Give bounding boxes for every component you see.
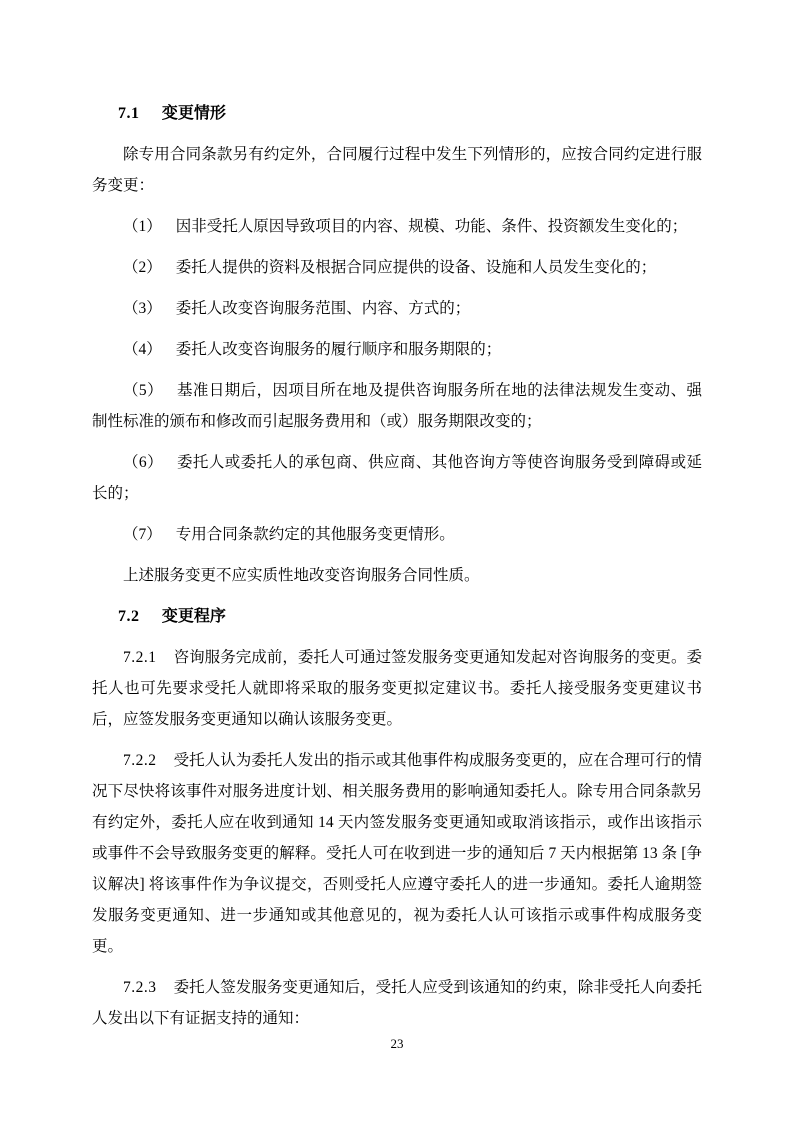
list-item-7-marker: （7）: [123, 526, 162, 543]
section-7-1-title: 变更情形: [161, 105, 226, 122]
list-item-5-marker: （5）: [123, 382, 164, 399]
list-item-3-marker: （3）: [123, 300, 162, 317]
clause-7-2-1: [92, 642, 702, 735]
list-item-1: [92, 211, 702, 242]
list-item-5-text: 基准日期后，因项目所在地及提供咨询服务所在地的法律法规发生变动、强制性标准的颁布和修改而引起服务费用和（或）服务期限改变的；: [92, 382, 702, 430]
list-item-7: [92, 519, 702, 550]
list-item-7-text: 专用合同条款约定的其他服务变更情形。: [175, 526, 455, 543]
clause-7-2-1-number: 7.2.1: [123, 649, 157, 666]
clause-7-2-3-text: 委托人签发服务变更通知后，受托人应受到该通知的约束，除非受托人向委托人发出以下有证据支持的通知：: [92, 979, 702, 1027]
section-7-2-heading: [92, 601, 702, 632]
list-item-6-text: 委托人或委托人的承包商、供应商、其他咨询方等使咨询服务受到障碍或延长的；: [92, 454, 702, 502]
list-item-2: [92, 252, 702, 283]
section-7-2-number: 7.2: [118, 608, 140, 625]
clause-7-2-2: [92, 745, 702, 962]
list-item-4-marker: （4）: [123, 341, 162, 358]
section-7-1-intro-paragraph: 除专用合同条款另有约定外，合同履行过程中发生下列情形的，应按合同约定进行服务变更：: [92, 146, 702, 194]
list-item-6-marker: （6）: [123, 454, 164, 471]
list-item-3: [92, 293, 702, 324]
list-item-4-text: 委托人改变咨询服务的履行顺序和服务期限的；: [175, 341, 502, 358]
list-item-6: [92, 447, 702, 509]
list-item-4: [92, 334, 702, 365]
clause-7-2-3: [92, 972, 702, 1034]
clause-7-2-2-number: 7.2.2: [123, 752, 157, 769]
section-7-1-heading: [92, 98, 702, 129]
list-item-2-text: 委托人提供的资料及根据合同应提供的设备、设施和人员发生变化的；: [175, 259, 657, 276]
section-7-1-number: 7.1: [118, 105, 140, 122]
clause-7-2-2-text: 受托人认为委托人发出的指示或其他事件构成服务变更的，应在合理可行的情况下尽快将该事件对服务进度计划、相关服务费用的影响通知委托人。除专用合同条款另有约定外，委托人应在收到通知 14 天内签发服务变更通知或取消该指示，或作出该指示或事件不会导致服务变更的解释。受托人可在收到进一步的通知后 7 天内根据第 13 条 [争议解决] 将该事件作为争议提交，否则受托人应遵守委托人的进一步通知。委托人逾期签发服务变更通知、进一步通知或其他意见的，视为委托人认可该指示或事件构成服务变更。: [92, 752, 702, 955]
page-number: 23: [390, 1036, 404, 1051]
list-item-1-marker: （1）: [123, 218, 162, 235]
list-item-3-text: 委托人改变咨询服务范围、内容、方式的；: [175, 300, 471, 317]
clause-7-2-3-number: 7.2.3: [123, 979, 157, 996]
list-item-5: [92, 375, 702, 437]
list-item-1-text: 因非受托人原因导致项目的内容、规模、功能、条件、投资额发生变化的；: [175, 218, 688, 235]
clause-7-2-1-text: 咨询服务完成前，委托人可通过签发服务变更通知发起对咨询服务的变更。委托人也可先要求受托人就即将采取的服务变更拟定建议书。委托人接受服务变更建议书后，应签发服务变更通知以确认该服务变更。: [92, 649, 702, 728]
section-7-2-title: 变更程序: [161, 608, 226, 625]
section-7-1-closing-paragraph: 上述服务变更不应实质性地改变咨询服务合同性质。: [123, 567, 480, 584]
list-item-2-marker: （2）: [123, 259, 162, 276]
